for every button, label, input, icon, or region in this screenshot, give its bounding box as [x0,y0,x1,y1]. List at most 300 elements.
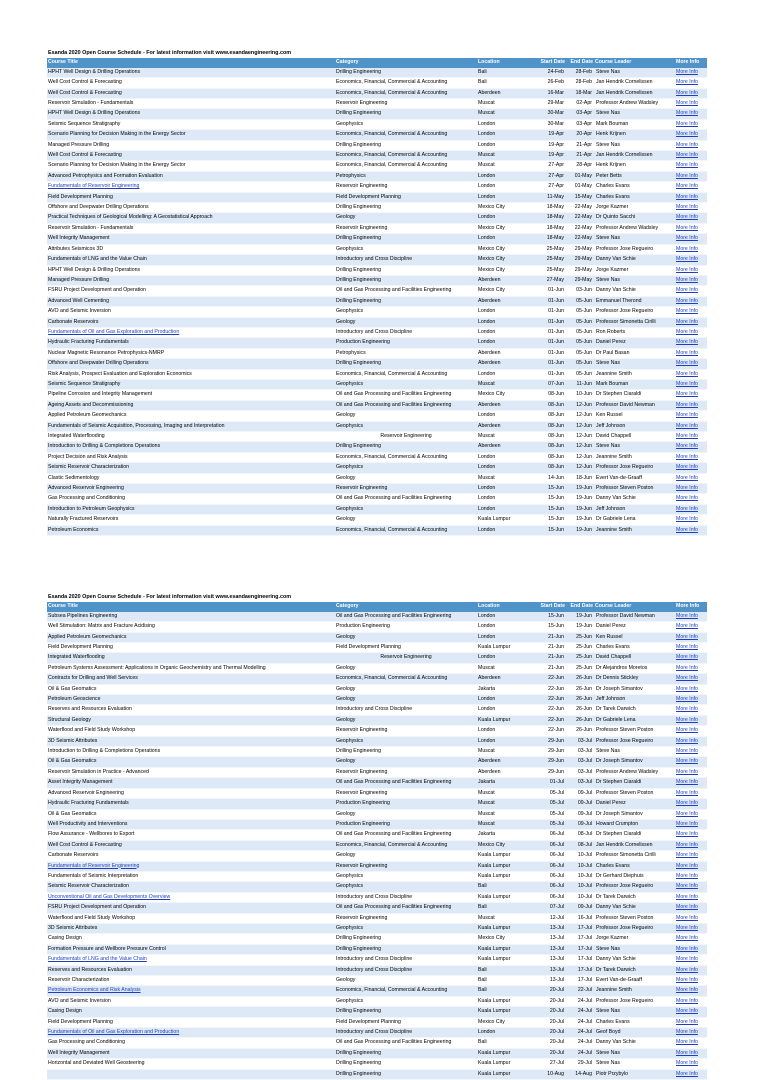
course-title-cell: Gas Processing and Conditioning [47,494,335,504]
start-date-cell: 22-Jun [524,674,566,684]
more-info-link[interactable]: More Info [675,705,707,715]
more-info-link[interactable]: More Info [675,140,707,150]
more-info-link[interactable]: More Info [675,612,707,622]
more-info-link[interactable]: More Info [675,1038,707,1048]
course-title-cell: Pipeline Corrosion and Integrity Management [47,390,335,400]
more-info-link[interactable]: More Info [675,484,707,494]
course-title-cell: Field Development Planning [47,1017,335,1027]
end-date-cell: 12-Jun [566,463,594,473]
course-leader-cell: Professor Jose Regueiro [594,736,675,746]
more-info-link[interactable]: More Info [675,307,707,317]
location-cell: Kuala Lumpur [477,1048,524,1058]
end-date-cell: 10-Jul [566,851,594,861]
more-info-link[interactable]: More Info [675,757,707,767]
course-title-cell[interactable]: Unconventional Oil and Gas Developments Overview [47,892,335,902]
end-date-cell: 03-Apr [566,119,594,129]
start-date-cell: 22-Jun [524,726,566,736]
course-title-cell: Well Cost Control & Forecasting [47,840,335,850]
more-info-link[interactable]: More Info [675,1048,707,1058]
more-info-link[interactable]: More Info [675,1017,707,1027]
location-cell: London [477,234,524,244]
location-cell: Kuala Lumpur [477,643,524,653]
course-title-cell: Formation Pressure and Wellbore Pressure Control [47,944,335,954]
category-cell: Production Engineering [335,622,477,632]
table-row [47,275,707,285]
category-cell: Introductory and Cross Discipline [335,892,477,902]
sheet-title: Esanda 2020 Open Course Schedule - For latest information visit www.esandaengineering.com [47,593,707,602]
start-date-cell: 10-Aug [524,1069,566,1079]
more-info-link[interactable]: More Info [675,1059,707,1069]
end-date-cell: 08-Jul [566,830,594,840]
start-date-cell: 30-Mar [524,119,566,129]
more-info-link[interactable]: More Info [675,473,707,483]
more-info-link[interactable]: More Info [675,348,707,358]
course-leader-cell: Howard Crumpton [594,819,675,829]
more-info-link[interactable]: More Info [675,934,707,944]
more-info-link[interactable]: More Info [675,861,707,871]
more-info-link[interactable]: More Info [675,432,707,442]
start-date-cell: 26-Feb [524,78,566,88]
table-row [47,809,707,819]
course-leader-cell: Steve Nas [594,1048,675,1058]
end-date-cell: 26-Jun [566,705,594,715]
end-date-cell: 01-May [566,171,594,181]
table-row [47,473,707,483]
more-info-link[interactable]: More Info [675,109,707,119]
course-title-cell: Reservoir Simulation - Fundamentals [47,99,335,109]
more-info-link[interactable]: More Info [675,799,707,809]
course-leader-cell: Professor Steven Poston [594,484,675,494]
more-info-link[interactable]: More Info [675,913,707,923]
more-info-link[interactable]: More Info [675,747,707,757]
category-cell: Drilling Engineering [335,747,477,757]
category-cell: Drilling Engineering [335,359,477,369]
course-leader-cell: Jeannine Smith [594,369,675,379]
course-leader-cell: Steve Nas [594,275,675,285]
course-title-cell: Fundamentals of Seismic Interpretation [47,871,335,881]
end-date-cell: 01-May [566,182,594,192]
location-cell: Muscat [477,788,524,798]
more-info-link[interactable]: More Info [675,369,707,379]
course-title-cell: Well Integrity Management [47,1048,335,1058]
location-cell: Jakarta [477,778,524,788]
end-date-cell: 19-Jun [566,504,594,514]
start-date-cell: 15-Jun [524,484,566,494]
schedule-sheet [47,593,707,1080]
course-title-cell: Clastic Sedimentology [47,473,335,483]
more-info-link[interactable]: More Info [675,296,707,306]
course-leader-cell: Dr Tarek Darwich [594,965,675,975]
start-date-cell: 06-Jul [524,882,566,892]
more-info-link[interactable]: More Info [675,182,707,192]
course-leader-cell: Jeff Johnson [594,421,675,431]
course-title-cell[interactable]: Fundamentals of Oil and Gas Exploration and Production [47,1028,335,1038]
location-cell: Bali [477,78,524,88]
location-cell: Mexico City [477,286,524,296]
start-date-cell: 27-Apr [524,171,566,181]
end-date-cell: 28-Feb [566,78,594,88]
start-date-cell: 18-May [524,203,566,213]
more-info-link[interactable]: More Info [675,452,707,462]
more-info-link[interactable]: More Info [675,119,707,129]
end-date-cell: 03-Jul [566,736,594,746]
end-date-cell: 12-Jun [566,400,594,410]
course-leader-cell: Professor Jose Regueiro [594,923,675,933]
location-cell: London [477,726,524,736]
course-title-cell[interactable]: Fundamentals of Reservoir Engineering [47,182,335,192]
more-info-link[interactable]: More Info [675,68,707,78]
more-info-link[interactable]: More Info [675,88,707,98]
start-date-cell: 16-Mar [524,88,566,98]
end-date-cell: 25-Jun [566,663,594,673]
table-row [47,923,707,933]
end-date-cell: 09-Jul [566,903,594,913]
more-info-link[interactable]: More Info [675,882,707,892]
category-cell: Drilling Engineering [335,265,477,275]
start-date-cell: 14-Jun [524,473,566,483]
more-info-link[interactable]: More Info [675,674,707,684]
more-info-link[interactable]: More Info [675,778,707,788]
course-leader-cell: Daniel Perez [594,799,675,809]
category-cell: Field Development Planning [335,1017,477,1027]
course-leader-cell: Steve Nas [594,1059,675,1069]
header-category: Category [336,603,359,610]
course-title-cell: Asset Integrity Management [47,778,335,788]
end-date-cell: 22-May [566,213,594,223]
table-row [47,715,707,725]
category-cell: Drilling Engineering [335,234,477,244]
location-cell: Jakarta [477,830,524,840]
course-title-cell: 3D Seismic Attributes [47,736,335,746]
category-cell: Oil and Gas Processing and Facilities Engineering [335,400,477,410]
table-row [47,819,707,829]
table-row [47,1048,707,1058]
table-header [47,602,707,611]
more-info-link[interactable]: More Info [675,99,707,109]
start-date-cell: 30-Mar [524,109,566,119]
more-info-link[interactable]: More Info [675,632,707,642]
more-info-link[interactable]: More Info [675,213,707,223]
more-info-link[interactable]: More Info [675,275,707,285]
more-info-link[interactable]: More Info [675,788,707,798]
end-date-cell: 26-Jun [566,726,594,736]
category-cell: Reservoir Engineering [335,653,477,663]
location-cell: London [477,612,524,622]
more-info-link[interactable]: More Info [675,203,707,213]
more-info-link[interactable]: More Info [675,726,707,736]
course-leader-cell: David Chappell [594,432,675,442]
course-leader-cell: Dr Tarek Darwich [594,892,675,902]
course-title-cell: Casing Design [47,1007,335,1017]
location-cell: London [477,695,524,705]
more-info-link[interactable]: More Info [675,736,707,746]
table-row [47,192,707,202]
course-leader-cell: Ron Roberts [594,327,675,337]
location-cell: Aberdeen [477,400,524,410]
more-info-link[interactable]: More Info [675,421,707,431]
course-title-cell: Reserves and Resources Evaluation [47,705,335,715]
more-info-link[interactable]: More Info [675,622,707,632]
course-leader-cell: Henk Krijnen [594,161,675,171]
course-title-cell[interactable]: Petroleum Economics and Risk Analysis [47,986,335,996]
start-date-cell: 12-Jul [524,913,566,923]
course-leader-cell: Professor Jose Regueiro [594,307,675,317]
more-info-link[interactable]: More Info [675,1028,707,1038]
more-info-link[interactable]: More Info [675,663,707,673]
table-row [47,359,707,369]
more-info-link[interactable]: More Info [675,327,707,337]
category-cell: Geophysics [335,996,477,1006]
location-cell: Kuala Lumpur [477,996,524,1006]
more-info-link[interactable]: More Info [675,851,707,861]
more-info-link[interactable]: More Info [675,715,707,725]
course-title-cell: Offshore and Deepwater Drilling Operations [47,203,335,213]
more-info-link[interactable]: More Info [675,903,707,913]
category-cell: Drilling Engineering [335,109,477,119]
more-info-link[interactable]: More Info [675,338,707,348]
course-leader-cell: Mark Bouman [594,379,675,389]
end-date-cell: 18-Jun [566,473,594,483]
more-info-link[interactable]: More Info [675,244,707,254]
table-row [47,736,707,746]
more-info-link[interactable]: More Info [675,695,707,705]
start-date-cell: 21-Jun [524,643,566,653]
course-title-cell[interactable]: Fundamentals of Reservoir Engineering [47,861,335,871]
category-cell: Reservoir Engineering [335,788,477,798]
course-leader-cell: Dr Joseph Simantov [594,757,675,767]
more-info-link[interactable]: More Info [675,892,707,902]
category-cell: Drilling Engineering [335,1048,477,1058]
more-info-link[interactable]: More Info [675,955,707,965]
category-cell: Geophysics [335,923,477,933]
more-info-link[interactable]: More Info [675,515,707,525]
table-row [47,757,707,767]
more-info-link[interactable]: More Info [675,504,707,514]
more-info-link[interactable]: More Info [675,78,707,88]
more-info-link[interactable]: More Info [675,151,707,161]
course-title-cell: Scenario Planning for Decision Making in the Energy Sector [47,161,335,171]
more-info-link[interactable]: More Info [675,767,707,777]
header-course-leader: Course Leader [595,59,632,66]
category-cell: Reservoir Engineering [335,726,477,736]
location-cell: Kuala Lumpur [477,515,524,525]
course-title-cell: Managed Pressure Drilling [47,275,335,285]
location-cell: London [477,622,524,632]
start-date-cell: 06-Jul [524,840,566,850]
more-info-link[interactable]: More Info [675,830,707,840]
sheet-title: Esanda 2020 Open Course Schedule - For latest information visit www.esandaengineering.com [47,49,707,58]
start-date-cell: 25-May [524,255,566,265]
location-cell: Kuala Lumpur [477,1007,524,1017]
start-date-cell: 29-Jun [524,767,566,777]
end-date-cell: 26-Jun [566,695,594,705]
end-date-cell: 24-Jul [566,1028,594,1038]
more-info-link[interactable]: More Info [675,171,707,181]
location-cell: Muscat [477,747,524,757]
more-info-link[interactable]: More Info [675,234,707,244]
more-info-link[interactable]: More Info [675,809,707,819]
more-info-link[interactable]: More Info [675,400,707,410]
location-cell: London [477,463,524,473]
more-info-link[interactable]: More Info [675,819,707,829]
start-date-cell: 01-Jun [524,348,566,358]
end-date-cell: 02-Apr [566,99,594,109]
end-date-cell: 09-Jul [566,799,594,809]
location-cell: Kuala Lumpur [477,861,524,871]
more-info-link[interactable]: More Info [675,986,707,996]
more-info-link[interactable]: More Info [675,1007,707,1017]
start-date-cell: 08-Jun [524,421,566,431]
course-title-cell: Well Productivity and Interventions [47,819,335,829]
table-row [47,421,707,431]
location-cell: London [477,369,524,379]
table-row [47,130,707,140]
course-leader-cell: Charles Evans [594,861,675,871]
start-date-cell: 18-May [524,223,566,233]
category-cell: Introductory and Cross Discipline [335,965,477,975]
more-info-link[interactable]: More Info [675,840,707,850]
course-title-cell: Nuclear Magnetic Resonance Petrophysics-NMRP [47,348,335,358]
more-info-link[interactable]: More Info [675,871,707,881]
location-cell: Mexico City [477,390,524,400]
location-cell: London [477,171,524,181]
more-info-link[interactable]: More Info [675,130,707,140]
more-info-link[interactable]: More Info [675,265,707,275]
location-cell: Bali [477,68,524,78]
end-date-cell: 05-Jun [566,369,594,379]
location-cell: London [477,494,524,504]
more-info-link[interactable]: More Info [675,255,707,265]
course-title-cell: Well Stimulation: Matrix and Fracture Acidising [47,622,335,632]
table-row [47,767,707,777]
table-row [47,788,707,798]
more-info-link[interactable]: More Info [675,463,707,473]
table-row [47,726,707,736]
end-date-cell: 29-May [566,244,594,254]
start-date-cell: 01-Jun [524,369,566,379]
table-row [47,99,707,109]
more-info-link[interactable]: More Info [675,653,707,663]
end-date-cell: 24-Jul [566,1048,594,1058]
course-title-cell: Well Cost Control & Forecasting [47,78,335,88]
location-cell: Bali [477,882,524,892]
more-info-link[interactable]: More Info [675,161,707,171]
more-info-link[interactable]: More Info [675,359,707,369]
more-info-link[interactable]: More Info [675,976,707,986]
course-leader-cell: Danny Van Schie [594,955,675,965]
more-info-link[interactable]: More Info [675,442,707,452]
course-title-cell: Subsea Pipelines Engineering [47,612,335,622]
end-date-cell: 12-Jun [566,421,594,431]
table-row [47,674,707,684]
category-cell: Geophysics [335,736,477,746]
end-date-cell: 17-Jul [566,955,594,965]
table-row [47,307,707,317]
start-date-cell: 19-Apr [524,140,566,150]
table-body [47,612,707,1080]
course-leader-cell: Henk Krijnen [594,130,675,140]
start-date-cell: 01-Jun [524,317,566,327]
course-title-cell: Field Development Planning [47,192,335,202]
table-row [47,778,707,788]
course-title-cell[interactable]: Fundamentals of Oil and Gas Exploration and Production [47,327,335,337]
more-info-link[interactable]: More Info [675,923,707,933]
category-cell: Geophysics [335,882,477,892]
course-leader-cell: Danny Van Schie [594,1038,675,1048]
start-date-cell: 01-Jul [524,778,566,788]
category-cell: Introductory and Cross Discipline [335,327,477,337]
table-row [47,223,707,233]
course-leader-cell: Jeannine Smith [594,525,675,535]
end-date-cell: 21-Apr [566,140,594,150]
header-category: Category [336,59,359,66]
more-info-link[interactable]: More Info [675,996,707,1006]
table-row [47,265,707,275]
location-cell: Mexico City [477,255,524,265]
more-info-link[interactable]: More Info [675,411,707,421]
end-date-cell: 19-Jun [566,525,594,535]
more-info-link[interactable]: More Info [675,223,707,233]
more-info-link[interactable]: More Info [675,379,707,389]
header-more-info: More Info [676,603,700,610]
location-cell: London [477,653,524,663]
more-info-link[interactable]: More Info [675,944,707,954]
table-row [47,684,707,694]
more-info-link[interactable]: More Info [675,494,707,504]
category-cell: Economics, Financial, Commercial & Accounting [335,452,477,462]
course-title-cell: Introduction to Petroleum Geophysics [47,504,335,514]
course-title-cell[interactable]: Fundamentals of LNG and the Value Chain [47,955,335,965]
end-date-cell: 03-Apr [566,109,594,119]
location-cell: Aberdeen [477,757,524,767]
course-title-cell: Fundamentals of Seismic Acquisition, Processing, Imaging and Interpretation [47,421,335,431]
category-cell: Economics, Financial, Commercial & Accounting [335,369,477,379]
start-date-cell: 13-Jul [524,976,566,986]
start-date-cell: 29-Jun [524,736,566,746]
location-cell: Mexico City [477,934,524,944]
location-cell: Mexico City [477,203,524,213]
course-title-cell: Fundamentals of LNG and the Value Chain [47,255,335,265]
more-info-link[interactable]: More Info [675,317,707,327]
table-row [47,840,707,850]
location-cell: Mexico City [477,265,524,275]
more-info-link[interactable]: More Info [675,390,707,400]
course-title-cell: Horizontal and Deviated Well Geosteering [47,1059,335,1069]
location-cell: London [477,338,524,348]
end-date-cell: 24-Jul [566,996,594,1006]
more-info-link[interactable]: More Info [675,286,707,296]
end-date-cell: 28-Apr [566,161,594,171]
location-cell: Kuala Lumpur [477,1059,524,1069]
location-cell: Jakarta [477,684,524,694]
more-info-link[interactable]: More Info [675,525,707,535]
table-row [47,296,707,306]
start-date-cell: 22-Jun [524,695,566,705]
more-info-link[interactable]: More Info [675,643,707,653]
course-title-cell: Carbonate Reservoirs [47,317,335,327]
more-info-link[interactable]: More Info [675,192,707,202]
category-cell: Economics, Financial, Commercial & Accounting [335,151,477,161]
table-row [47,432,707,442]
location-cell: Muscat [477,809,524,819]
location-cell: Muscat [477,819,524,829]
category-cell: Production Engineering [335,799,477,809]
more-info-link[interactable]: More Info [675,684,707,694]
more-info-link[interactable]: More Info [675,1069,707,1079]
more-info-link[interactable]: More Info [675,965,707,975]
category-cell: Oil and Gas Processing and Facilities Engineering [335,1038,477,1048]
end-date-cell: 17-Jul [566,934,594,944]
